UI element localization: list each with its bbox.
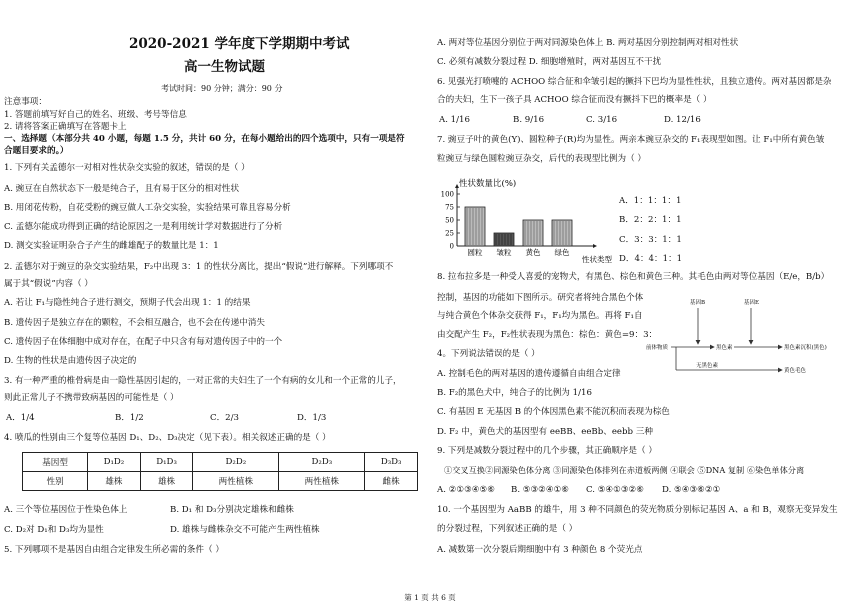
yellow-label: 黄色毛色	[784, 368, 807, 374]
table-cell: 两性植株	[193, 472, 279, 491]
option-6c: C. 3/16	[586, 115, 618, 125]
table-cell: 雄株	[88, 472, 141, 491]
category-label: 皱粒	[496, 248, 512, 257]
question-9: 9. 下列是减数分裂过程中的几个步骤，其正确顺序是（ ）	[437, 446, 657, 456]
option-10a: A. 减数第一次分裂后期细胞中有 3 种颜色 8 个荧光点	[437, 545, 643, 555]
category-label: 绿色	[554, 248, 570, 257]
chart-ylabel: 性状数量比(%)	[459, 179, 517, 189]
option-9d: D. ⑤④③⑥②①	[662, 485, 721, 495]
table-cell: D₁D₃	[140, 453, 193, 472]
category-label: 黄色	[525, 248, 541, 257]
note-item: 1. 答题前填写好自己的姓名、班级、考号等信息	[4, 110, 187, 120]
question-10-cont: 的分裂过程，下列叙述正确的是（ ）	[437, 524, 578, 534]
y-tick-label: 50	[445, 216, 454, 225]
notes-heading: 注意事项：	[4, 97, 47, 107]
option-3a: A．1/4	[6, 413, 35, 423]
option-4b: B. D₁ 和 D₃分别决定雄株和雌株	[170, 505, 294, 515]
option-2b: B. 遗传因子是独立存在的颗粒，不会相互融合，也不会在传递中消失	[4, 318, 265, 328]
table-cell: D₂D₃	[279, 453, 365, 472]
option-8d: D. F₂ 中，黄色犬的基因型有 eeBB、eeBb、eebb 三种	[437, 427, 653, 437]
exam-info: 考试时间：90 分钟；满分：90 分	[161, 84, 283, 93]
option-6a: A. 1/16	[439, 115, 470, 125]
question-7-cont: 粒豌豆与绿色圆粒豌豆杂交，后代的表现型比例为（ ）	[437, 154, 646, 164]
deposit-label: 黑色素沉积(黑色)	[784, 345, 827, 351]
exam-subtitle: 高一生物试题	[184, 59, 265, 75]
option-2c: C. 遗传因子在体细胞中成对存在，在配子中只含有每对遗传因子中的一个	[4, 337, 283, 347]
y-tick-label: 0	[449, 242, 454, 251]
question-3: 3. 有一种严重的椎骨病是由一隐性基因引起的，一对正常的夫妇生了一个有病的女儿和一个正常的儿子，	[4, 376, 402, 386]
option-3b: B．1/2	[115, 413, 144, 423]
y-tick-label: 75	[445, 203, 454, 212]
option-8c: C. 有基因 E 无基因 B 的个体因黑色素不能沉积而表现为棕色	[437, 407, 670, 417]
option-4d: D. 雄株与雌株杂交不可能产生两性植株	[170, 525, 320, 535]
question-2-cont: 属于其“假说”内容（ ）	[4, 279, 93, 289]
category-label: 圆粒	[467, 248, 483, 257]
genotype-table	[22, 452, 418, 491]
table-cell: 性别	[23, 472, 88, 491]
question-7: 7. 豌豆子叶的黄色(Y)、圆粒种子(R)均为显性。两亲本豌豆杂交的 F₁表现型如图。让 F₁中所有黄色皱	[437, 135, 825, 145]
section-heading-cont: 合题目要求的。）	[4, 146, 69, 156]
question-8: 8. 拉布拉多是一种受人喜爱的宠物犬，有黑色、棕色和黄色三种。其毛色由两对等位基因（E/e，B/b）	[437, 272, 830, 282]
gene-e-label: 基因E	[744, 300, 760, 306]
page-footer: 第 1 页 共 6 页	[404, 593, 456, 602]
question-8-l3: 与纯合黄色个体杂交获得 F₁，F₁均为黑色。再将 F₁自	[437, 311, 643, 321]
option-7b: B．2：2：1：1	[619, 215, 682, 225]
question-2: 2. 孟德尔对于豌豆的杂交实验结果，F₂中出现 3：1 的性状分离比，提出“假说”进行解释。下列哪项不	[4, 262, 394, 272]
question-3-cont: 则此正常儿子不携带致病基因的可能性是（ ）	[4, 393, 179, 403]
option-8b: B. F₂的黑色犬中，纯合子的比例为 1/16	[437, 388, 592, 398]
question-6-cont: 合的夫妇，生下一孩子具 ACHOO 综合征而没有撅抖下巴的概率是（ ）	[437, 95, 712, 105]
gene-pathway-diagram	[646, 296, 856, 378]
option-5cd: C. 必须有减数分裂过程 D. 细胞增殖时，两对基因互不干扰	[437, 57, 662, 67]
y-tick-label: 25	[445, 229, 454, 238]
table-cell: D₃D₃	[365, 453, 418, 472]
option-1b: B. 用闭花传粉，自花受粉的豌豆做人工杂交实验，实验结果可靠且容易分析	[4, 203, 291, 213]
question-8-l4: 由交配产生 F₂，F₂性状表现为黑色：棕色：黄色=9：3：	[437, 330, 658, 340]
note-item: 2. 请将答案正确填写在答题卡上	[4, 122, 127, 132]
gene-b-label: 基因B	[690, 300, 706, 306]
option-1d: D. 测交实验证明杂合子产生的雌雄配子的数量比是 1：1	[4, 241, 219, 251]
option-7d: D．4：4：1：1	[619, 254, 683, 264]
option-1a: A. 豌豆在自然状态下一般是纯合子，且有易于区分的相对性状	[4, 184, 240, 194]
black-pigment-label: 黑色素	[716, 345, 733, 351]
option-8a: A. 控制毛色的两对基因的遗传遵循自由组合定律	[437, 369, 621, 379]
table-cell: 基因型	[23, 453, 88, 472]
option-2d: D. 生物的性状是由遗传因子决定的	[4, 356, 137, 366]
option-4c: C. D₂对 D₁和 D₃均为显性	[4, 525, 104, 535]
option-2a: A. 若让 F₁与隐性纯合子进行测交，预期子代会出现 1：1 的结果	[4, 298, 251, 308]
option-6b: B. 9/16	[513, 115, 545, 125]
option-3d: D．1/3	[297, 413, 327, 423]
chart-xlabel: 性状类型	[582, 255, 612, 264]
table-row	[23, 472, 418, 491]
question-10: 10. 一个基因型为 AaBB 的雄牛，用 3 种不同颜色的荧光物质分别标记基因 A、a 和 B，观察无变异发生	[437, 505, 838, 515]
question-9-steps: ①交叉互换②同源染色体分离 ③同源染色体排列在赤道板两侧 ④联会 ⑤DNA 复制 ⑥染色单体分离	[444, 465, 805, 475]
question-1: 1. 下列有关孟德尔一对相对性状杂交实验的叙述，错误的是（ ）	[4, 163, 250, 173]
option-9b: B. ⑤③②④①⑥	[511, 485, 570, 495]
section-heading: 一、选择题（本部分共 40 小题，每题 1.5 分，共计 60 分，在每小题给出的四个选项中，只有一项是符	[4, 134, 405, 144]
y-tick-label: 100	[440, 190, 454, 199]
option-4a: A. 三个等位基因位于性染色体上	[4, 505, 128, 515]
option-3c: C．2/3	[210, 413, 239, 423]
question-8-l5: 4。下列说法错误的是（ ）	[437, 349, 540, 359]
exam-title: 2020-2021 学年度下学期期中考试	[129, 36, 350, 52]
table-cell: 两性植株	[279, 472, 365, 491]
table-cell: D₁D₂	[88, 453, 141, 472]
question-5: 5. 下列哪项不是基因自由组合定律发生所必需的条件（ ）	[4, 545, 224, 555]
option-5ab: A. 两对等位基因分别位于两对同源染色体上 B. 两对基因分别控制两对相对性状	[437, 38, 739, 48]
option-7a: A．1：1：1：1	[619, 196, 682, 206]
option-7c: C．3：3：1：1	[619, 235, 682, 245]
question-4: 4. 喷瓜的性别由三个复等位基因 D₁、D₂、D₃决定（见下表）。相关叙述正确的是（ ）	[4, 433, 331, 443]
option-9a: A. ②①③④⑤⑥	[437, 485, 495, 495]
option-9c: C. ⑤④①③②⑥	[586, 485, 644, 495]
question-6: 6. 见强光打喷嚏的 ACHOO 综合征和伞皱引起的撅抖下巴均为显性性状，且独立遗传。两对基因都是杂	[437, 77, 832, 87]
question-8-l2: 控制，基因的功能如下图所示。研究者将纯合黑色个体	[437, 293, 644, 303]
table-cell: 雄株	[140, 472, 193, 491]
no-pigment-label: 无黑色素	[696, 363, 719, 369]
x-axis-arrow	[593, 244, 597, 248]
table-row	[23, 453, 418, 472]
table-cell: D₂D₂	[193, 453, 279, 472]
table-cell: 雌株	[365, 472, 418, 491]
option-6d: D. 12/16	[664, 115, 701, 125]
option-1c: C. 孟德尔能成功得到正确的结论原因之一是利用统计学对数据进行了分析	[4, 222, 283, 232]
precursor-label: 前体物质	[646, 345, 669, 351]
trait-ratio-chart	[437, 178, 612, 264]
